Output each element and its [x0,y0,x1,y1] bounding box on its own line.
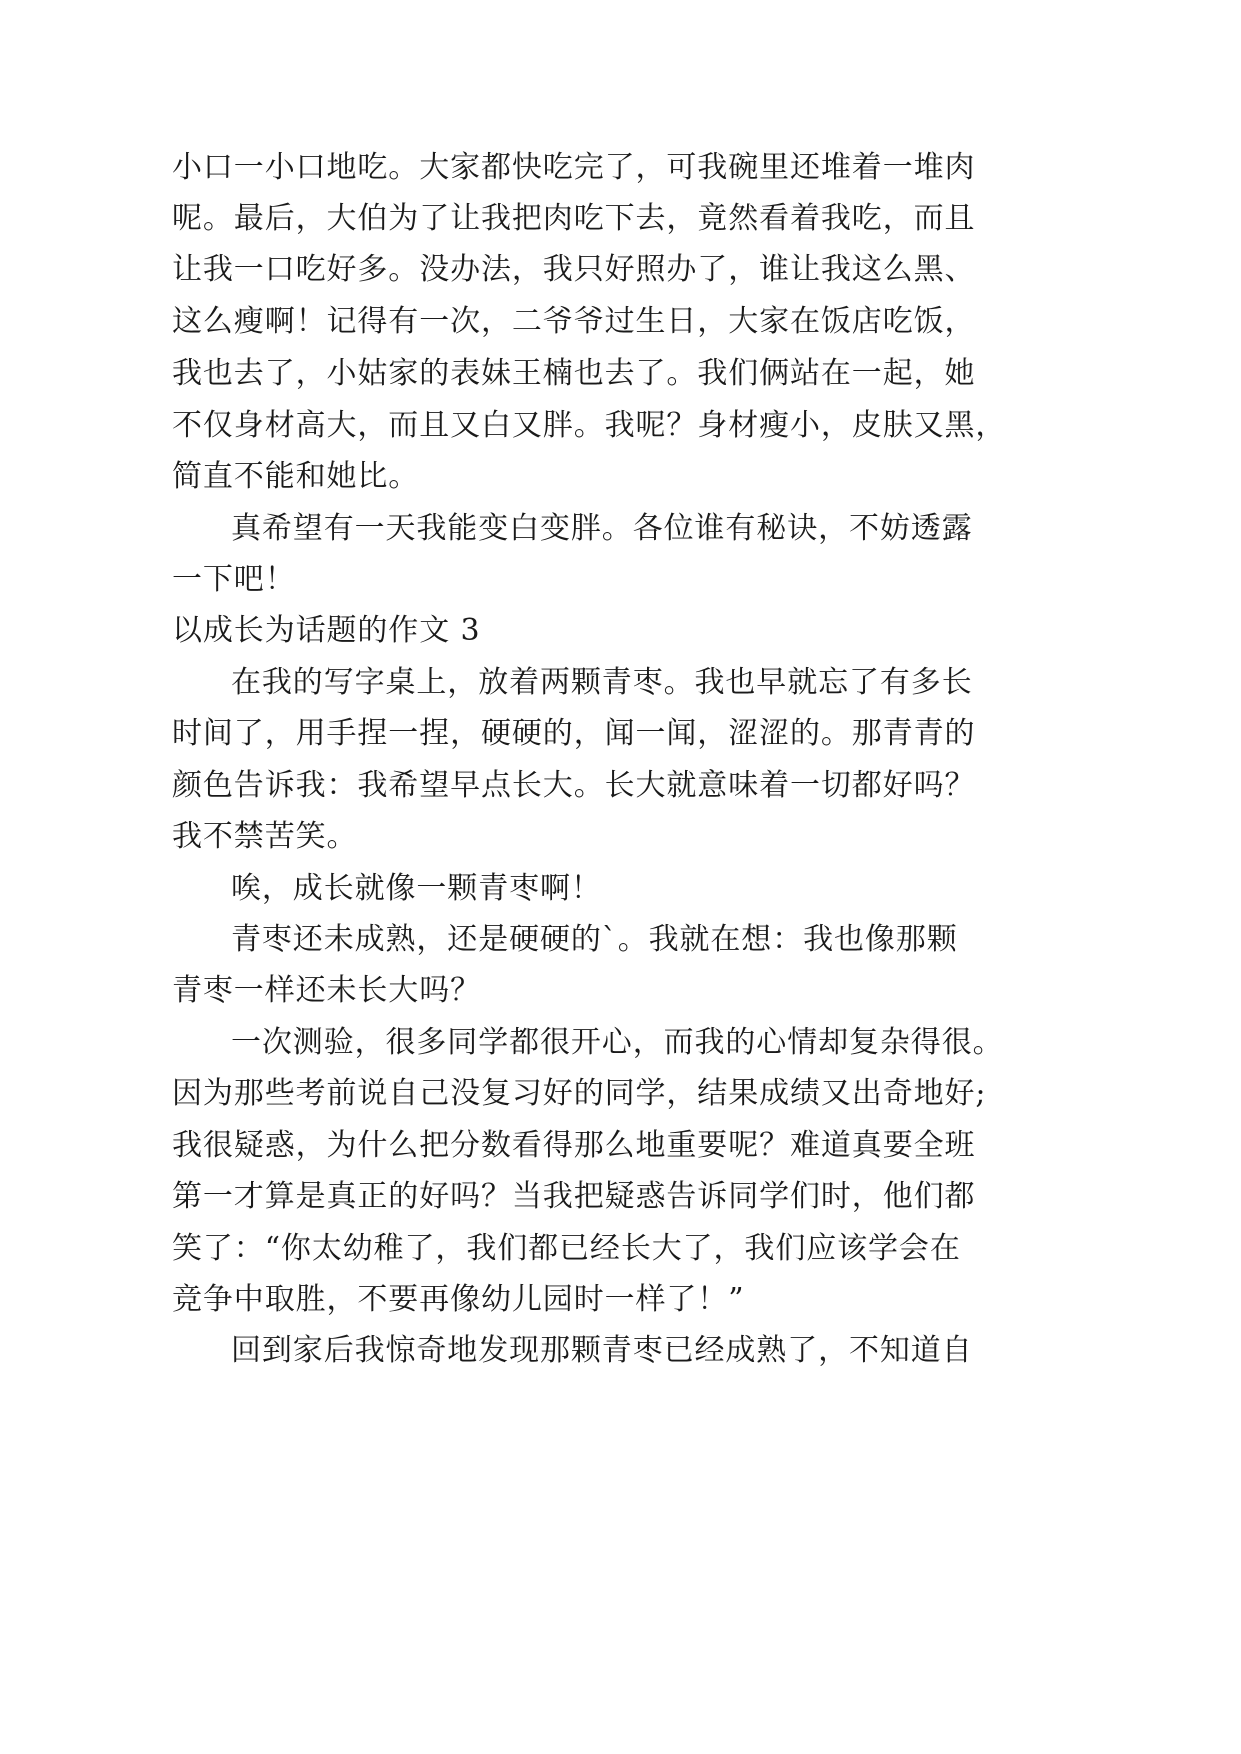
text-line: 青枣还未成熟，还是硬硬的`。我就在想：我也像那颗 [231,922,958,957]
text-line: 唉，成长就像一颗青枣啊！ [231,871,602,906]
text-line: 一下吧！ [172,562,296,597]
text-line: 我不禁苦笑。 [172,819,358,854]
text-line: 第一才算是真正的好吗？当我把疑惑告诉同学们时，他们都 [172,1179,976,1214]
text-line: 时间了，用手捏一捏，硬硬的，闻一闻，涩涩的。那青青的 [172,716,976,751]
text-line: 一次测验，很多同学都很开心，而我的心情却复杂得很。 [231,1025,1004,1060]
text-line: 不仅身材高大，而且又白又胖。我呢？身材瘦小，皮肤又黑， [172,408,1007,443]
text-line: 让我一口吃好多。没办法，我只好照办了，谁让我这么黑、 [172,252,976,287]
text-line: 简直不能和她比。 [172,459,420,494]
text-line: 呢。最后，大伯为了让我把肉吃下去，竟然看着我吃，而且 [172,201,976,236]
section-heading: 以成长为话题的作文 3 [172,613,481,648]
text-line: 我也去了，小姑家的表妹王楠也去了。我们俩站在一起，她 [172,356,976,391]
text-line: 颜色告诉我：我希望早点长大。长大就意味着一切都好吗？ [172,768,976,803]
text-line: 小口一小口地吃。大家都快吃完了，可我碗里还堆着一堆肉 [172,150,976,185]
text-line: 在我的写字桌上，放着两颗青枣。我也早就忘了有多长 [231,665,973,700]
text-line: 回到家后我惊奇地发现那颗青枣已经成熟了，不知道自 [231,1333,973,1368]
text-line: 笑了：“你太幼稚了，我们都已经长大了，我们应该学会在 [172,1231,961,1266]
text-line: 这么瘦啊！记得有一次，二爷爷过生日，大家在饭店吃饭， [172,304,976,339]
text-line: 竞争中取胜，不要再像幼儿园时一样了！” [172,1282,745,1317]
text-line: 因为那些考前说自己没复习好的同学，结果成绩又出奇地好; [172,1076,987,1111]
text-line: 我很疑惑，为什么把分数看得那么地重要呢？难道真要全班 [172,1128,976,1163]
text-line: 青枣一样还未长大吗？ [172,973,481,1008]
text-line: 真希望有一天我能变白变胖。各位谁有秘诀，不妨透露 [231,511,973,546]
